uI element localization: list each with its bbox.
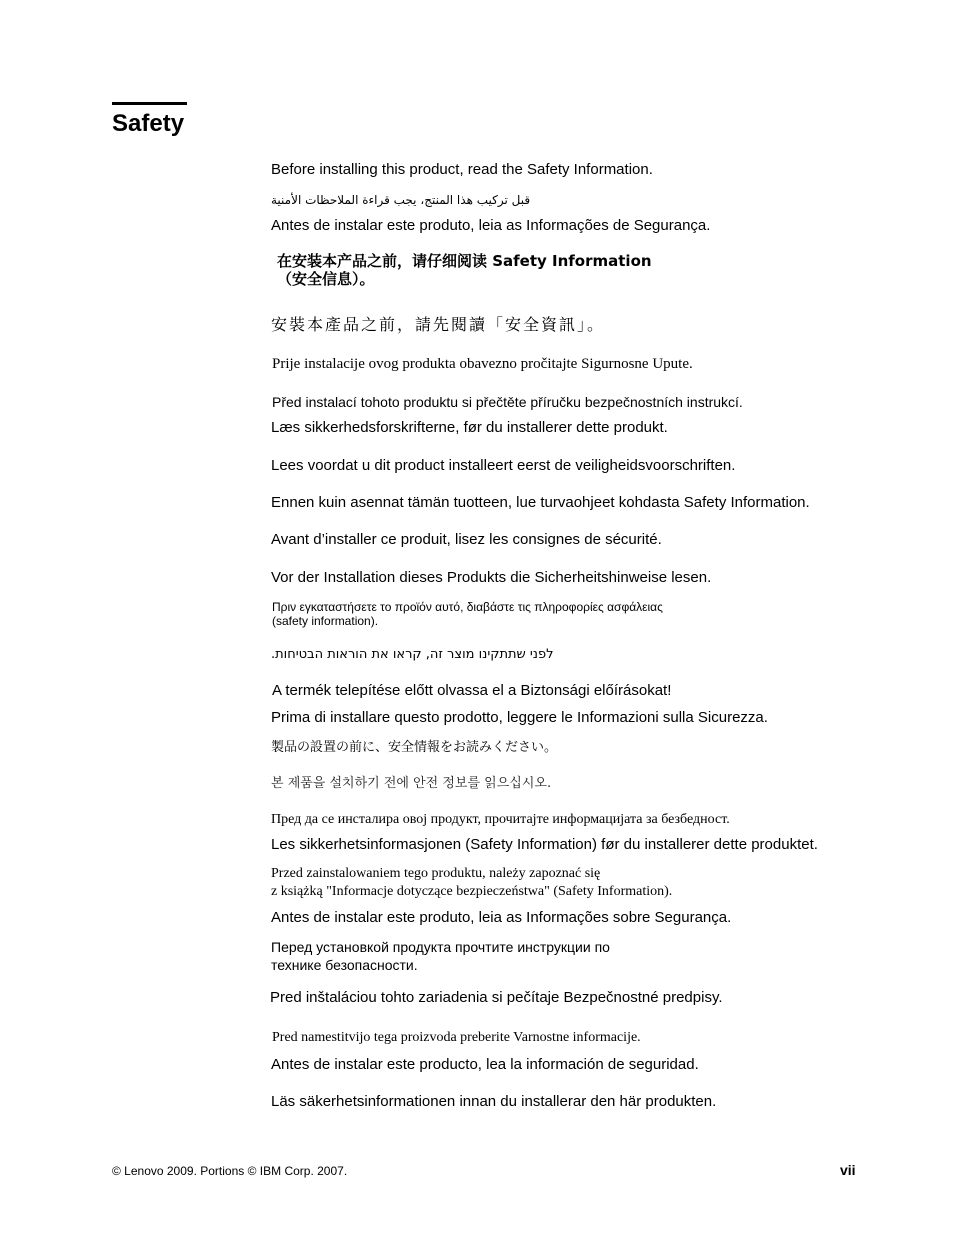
safety-line-french: Avant d’installer ce produit, lisez les consignes de sécurité. xyxy=(271,531,662,548)
safety-line-chinese-simplified-1: 在安装本产品之前，请仔细阅读 Safety Information xyxy=(277,252,652,270)
safety-line-chinese-simplified-2: （安全信息）。 xyxy=(277,270,375,288)
page-title: Safety xyxy=(112,110,185,137)
safety-line-swedish: Läs säkerhetsinformationen innan du installerar den här produkten. xyxy=(271,1093,717,1110)
safety-line-spanish: Antes de instalar este producto, lea la información de seguridad. xyxy=(271,1056,699,1073)
safety-line-polish-1: Przed zainstalowaniem tego produktu, należy zapoznać się xyxy=(271,866,601,881)
safety-line-arabic: قبل تركيب هذا المنتج، يجب قراءة الملاحظات الأمنية xyxy=(271,193,531,207)
safety-line-german: Vor der Installation dieses Produkts die Sicherheitshinweise lesen. xyxy=(271,569,712,586)
safety-line-greek-2: (safety information). xyxy=(272,614,379,628)
safety-line-polish-2: z książką "Informacje dotyczące bezpieczeństwa" (Safety Information). xyxy=(271,884,673,899)
safety-line-russian-2: технике безопасности. xyxy=(271,957,418,973)
safety-line-hungarian: A termék telepítése előtt olvassa el a Biztonsági előírásokat! xyxy=(272,682,672,699)
safety-line-hebrew: לפני שתתקינו מוצר זה, קראו את הוראות הבטיחות. xyxy=(271,647,554,662)
page-number: vii xyxy=(840,1162,856,1178)
safety-line-slovenian: Pred namestitvijo tega proizvoda preberite Varnostne informacije. xyxy=(272,1030,641,1045)
safety-line-english: Before installing this product, read the Safety Information. xyxy=(271,161,653,178)
safety-line-slovak: Pred inštaláciou tohto zariadenia si pečítaje Bezpečnostné predpisy. xyxy=(270,989,723,1006)
safety-line-portuguese-brazil: Antes de instalar este produto, leia as Informações de Segurança. xyxy=(271,217,711,234)
safety-line-russian-1: Перед установкой продукта прочтите инструкции по xyxy=(271,939,610,955)
safety-line-chinese-traditional: 安裝本產品之前，請先閱讀「安全資訊」。 xyxy=(271,315,606,334)
safety-line-greek-1: Πριν εγκαταστήσετε το προϊόν αυτό, διαβάστε τις πληροφορίες ασφάλειας xyxy=(272,600,663,614)
safety-line-finnish: Ennen kuin asennat tämän tuotteen, lue turvaohjeet kohdasta Safety Information. xyxy=(271,494,810,511)
safety-line-italian: Prima di installare questo prodotto, leggere le Informazioni sulla Sicurezza. xyxy=(271,709,768,726)
safety-line-croatian: Prije instalacije ovog produkta obavezno pročitajte Sigurnosne Upute. xyxy=(272,356,693,372)
safety-line-portuguese: Antes de instalar este produto, leia as Informações sobre Segurança. xyxy=(271,909,732,926)
safety-line-czech: Před instalací tohoto produktu si přečtěte příručku bezpečnostních instrukcí. xyxy=(272,394,743,410)
safety-line-danish: Læs sikkerhedsforskrifterne, før du installerer dette produkt. xyxy=(271,419,668,436)
safety-line-norwegian: Les sikkerhetsinformasjonen (Safety Information) før du installerer dette produktet. xyxy=(271,836,818,853)
title-rule xyxy=(112,102,187,105)
footer-copyright: © Lenovo 2009. Portions © IBM Corp. 2007. xyxy=(112,1164,348,1178)
safety-line-japanese: 製品の設置の前に、安全情報をお読みください。 xyxy=(271,740,558,755)
safety-line-dutch: Lees voordat u dit product installeert eerst de veiligheidsvoorschriften. xyxy=(271,457,736,474)
safety-line-korean: 본 제품을 설치하기 전에 안전 정보를 읽으십시오. xyxy=(271,776,552,791)
safety-line-macedonian: Пред да се инсталира овој продукт, прочитајте информацијата за безбедност. xyxy=(271,812,730,827)
